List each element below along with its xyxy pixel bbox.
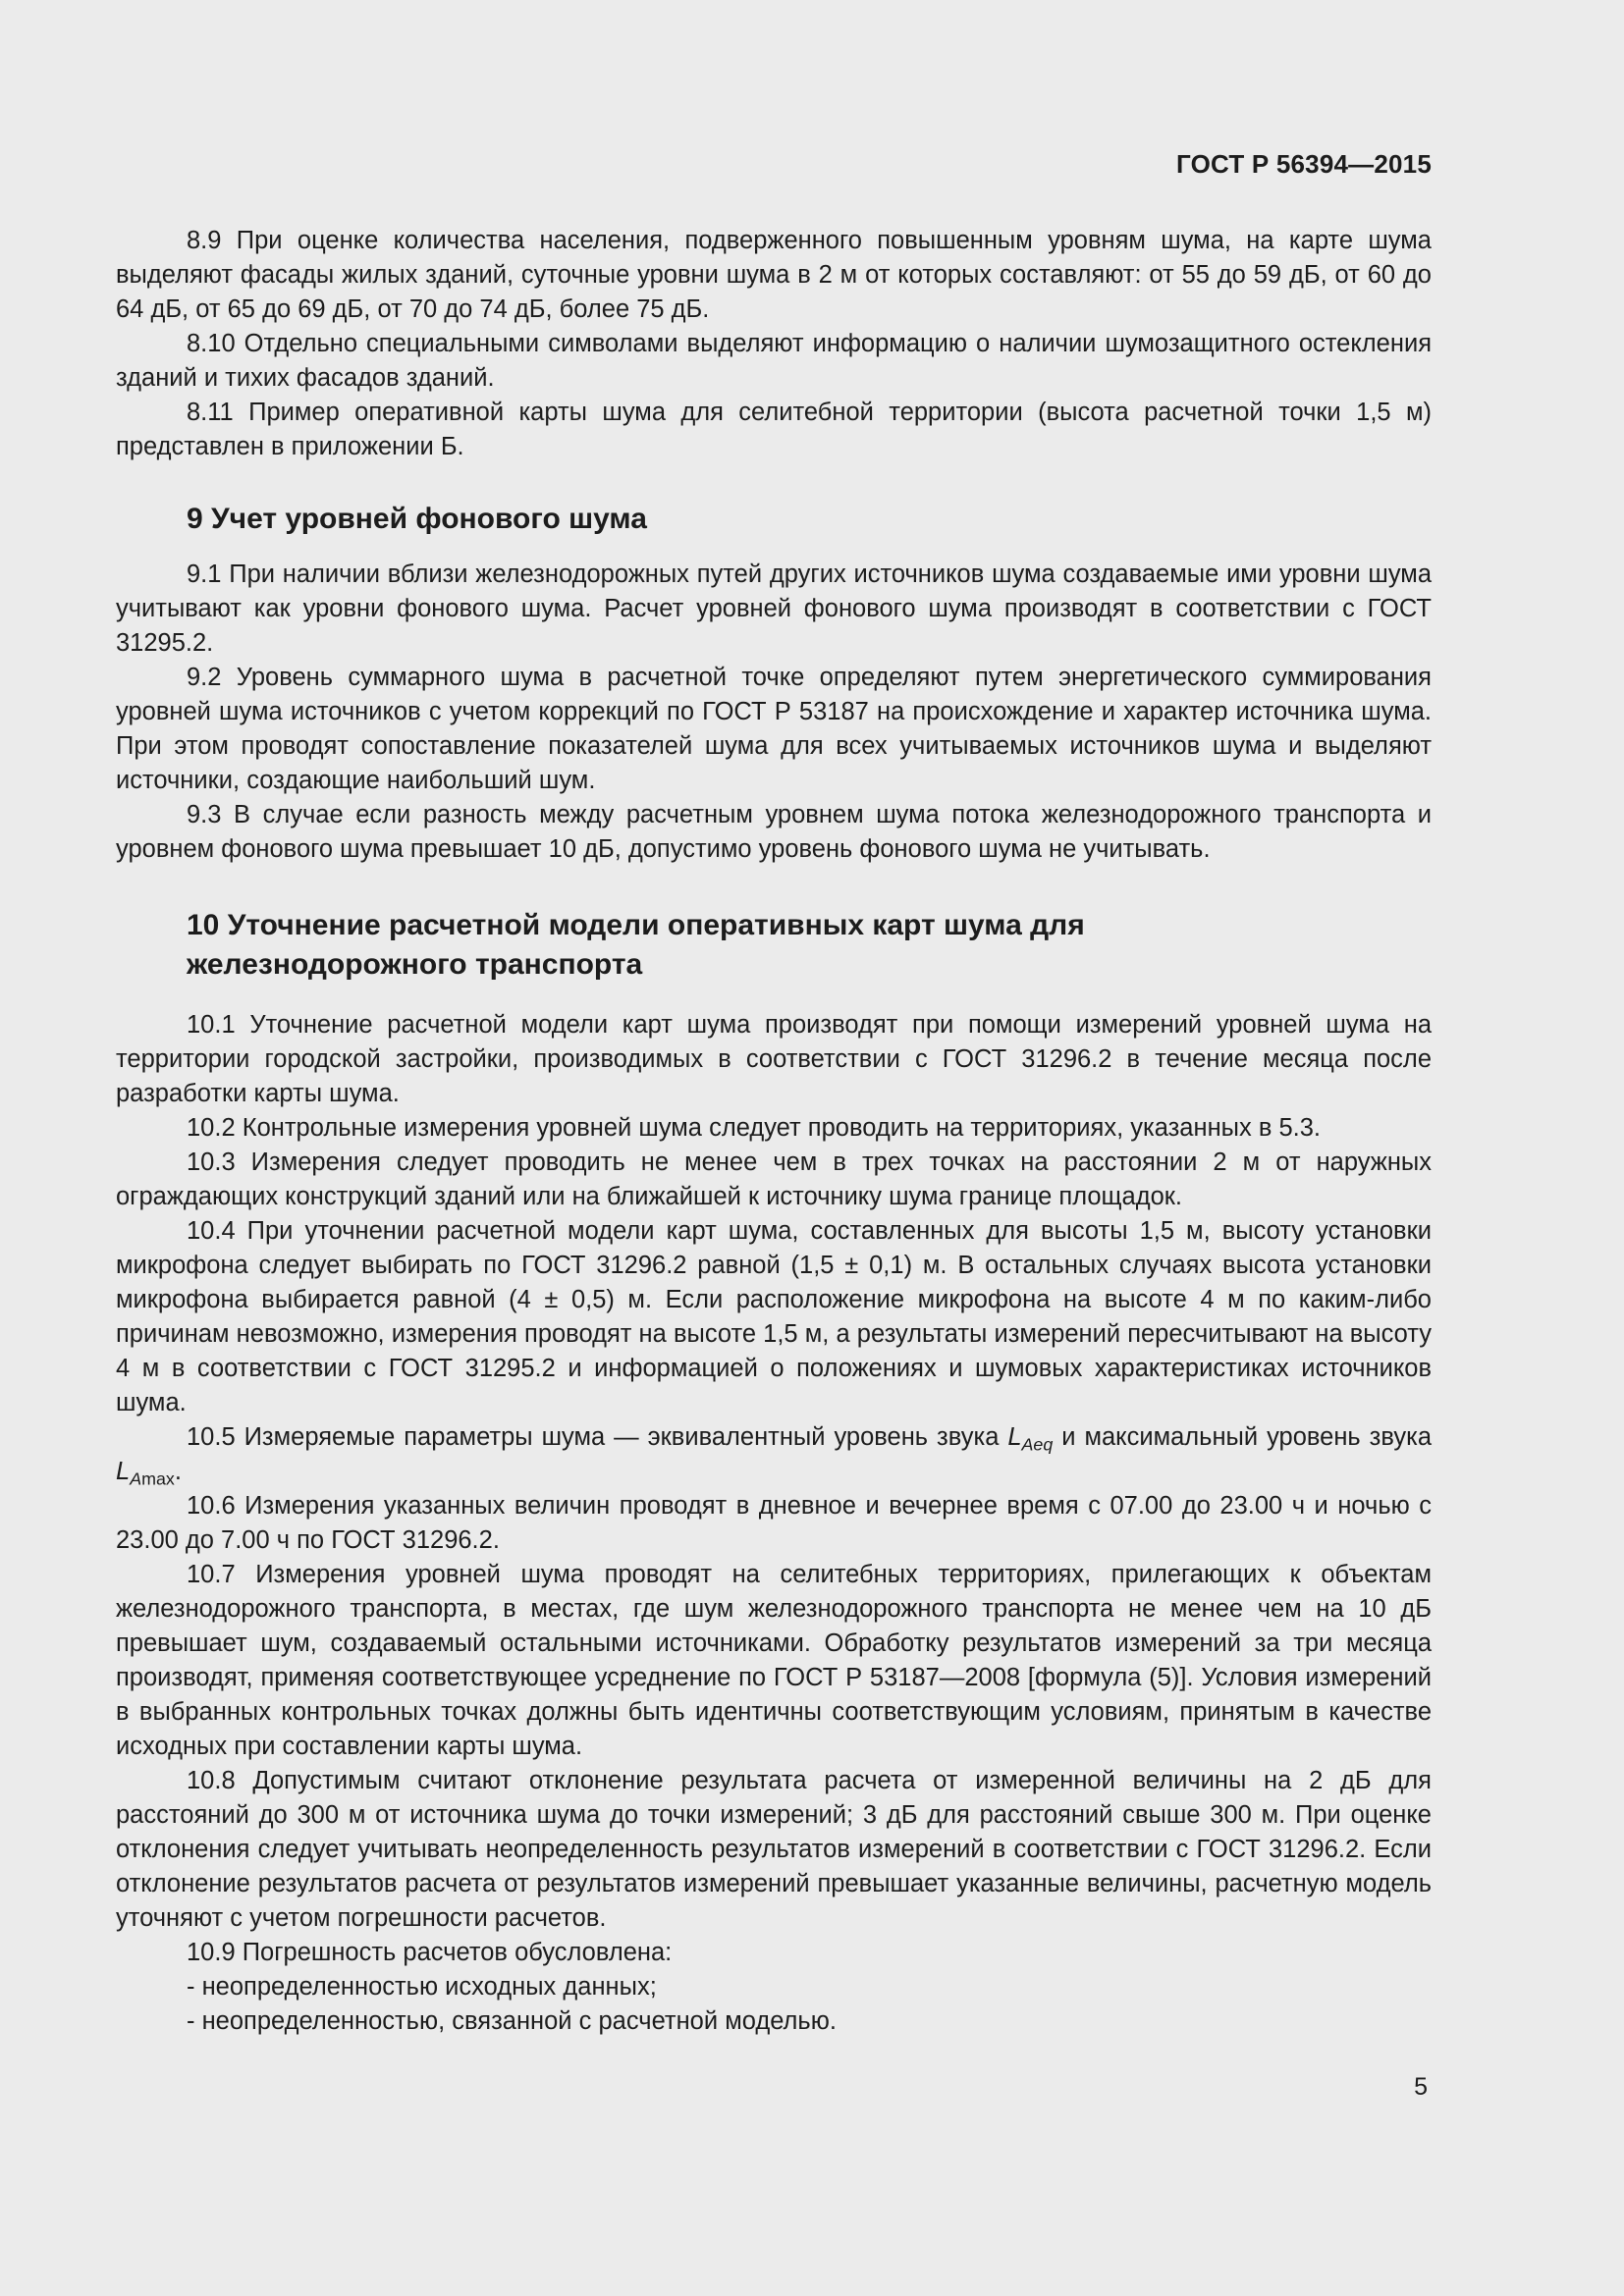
subscript-aeq: Aeq xyxy=(1021,1434,1054,1455)
paragraph-10-5-text-b: и максимальный уровень звука xyxy=(1053,1423,1433,1451)
list-item: - неопределенностью исходных данных; xyxy=(187,1973,657,2001)
document-page xyxy=(116,0,1432,2296)
symbol-l-aeq xyxy=(1007,1423,1054,1455)
section-9-title: 9 Учет уровней фонового шума xyxy=(187,503,647,535)
symbol-l: L xyxy=(116,1458,131,1485)
paragraph-10-9: 10.9 Погрешность расчетов обусловлена: xyxy=(187,1939,673,1966)
symbol-l-amax xyxy=(116,1458,175,1489)
section-10-title-line2: железнодорожного транспорта xyxy=(187,948,643,981)
list-item: - неопределенностью, связанной с расчетной моделью. xyxy=(187,2007,837,2035)
paragraph-10-7: 10.7 Измерения уровней шума проводят на селитебных территориях, прилегающих к объектам железнодорожного транспорта, в местах, где шум железнодорожного транспорта не менее чем на 10 дБ превышает шум, создаваемый остальными источниками. Обработку результатов измерений за три месяца производят, применяя соответствующее усреднение по ГОСТ Р 53187—2008 [формула (5)]. Условия измерений в выбранных контрольных точках должны быть идентичны соответствующим условиям, принятым в качестве исходных при составлении карты шума. xyxy=(116,1561,1432,1760)
paragraph-10-5-text-a: 10.5 Измеряемые параметры шума — эквивалентный уровень звука xyxy=(187,1423,1008,1451)
paragraph-9-2: 9.2 Уровень суммарного шума в расчетной точке определяют путем энергетического суммирования уровней шума источников с учетом коррекций по ГОСТ Р 53187 на происхождение и характер источника шума. При этом проводят сопоставление показателей шума для всех учитываемых источников шума и выделяют источники, создающие наибольший шум. xyxy=(116,664,1432,794)
paragraph-10-5-text-c: . xyxy=(174,1458,182,1485)
paragraph-10-2: 10.2 Контрольные измерения уровней шума следует проводить на территориях, указанных в 5.3. xyxy=(187,1114,1321,1142)
subscript-a: A xyxy=(130,1468,142,1489)
paragraph-8-11: 8.11 Пример оперативной карты шума для селитебной территории (высота расчетной точки 1,5 м) представлен в приложении Б. xyxy=(116,399,1432,460)
document-body xyxy=(116,224,1432,2039)
paragraph-8-10: 8.10 Отдельно специальными символами выделяют информацию о наличии шумозащитного остекления зданий и тихих фасадов зданий. xyxy=(116,330,1432,392)
document-header: ГОСТ Р 56394—2015 xyxy=(1176,149,1432,179)
paragraph-10-5 xyxy=(116,1420,1432,1489)
paragraph-10-1: 10.1 Уточнение расчетной модели карт шума производят при помощи измерений уровней шума на территории городской застройки, производимых в соответствии с ГОСТ 31296.2 в течение месяца после разработки карты шума. xyxy=(116,1011,1432,1107)
paragraph-10-6: 10.6 Измерения указанных величин проводят в дневное и вечернее время с 07.00 до 23.00 ч и ночью с 23.00 до 7.00 ч по ГОСТ 31296.2. xyxy=(116,1492,1432,1554)
page-number: 5 xyxy=(1414,2073,1428,2101)
paragraph-9-1: 9.1 При наличии вблизи железнодорожных путей других источников шума создаваемые ими уровни шума учитывают как уровни фонового шума. Расчет уровней фонового шума производят в соответствии с ГОСТ 31295.2. xyxy=(116,561,1432,657)
subscript-max: max xyxy=(141,1468,175,1489)
subscript-amax xyxy=(130,1468,175,1488)
paragraph-8-9: 8.9 При оценке количества населения, подверженного повышенным уровням шума, на карте шума выделяют фасады жилых зданий, суточные уровни шума в 2 м от которых составляют: от 55 до 59 дБ, от 60 до 64 дБ, от 65 до 69 дБ, от 70 до 74 дБ, более 75 дБ. xyxy=(116,227,1432,323)
paragraph-10-8: 10.8 Допустимым считают отклонение результата расчета от измеренной величины на 2 дБ для расстояний до 300 м от источника шума до точки измерений; 3 дБ для расстояний свыше 300 м. При оценке отклонения следует учитывать неопределенность результатов измерений в соответствии с ГОСТ 31296.2. Если отклонение результатов расчета от результатов измерений превышает указанные величины, расчетную модель уточняют с учетом погрешности расчетов. xyxy=(116,1767,1432,1932)
paragraph-10-3: 10.3 Измерения следует проводить не менее чем в трех точках на расстоянии 2 м от наружных ограждающих конструкций зданий или на ближайшей к источнику шума границе площадок. xyxy=(116,1148,1432,1210)
paragraph-10-4: 10.4 При уточнении расчетной модели карт шума, составленных для высоты 1,5 м, высоту установки микрофона следует выбирать по ГОСТ 31296.2 равной (1,5 ± 0,1) м. В остальных случаях высота установки микрофона выбирается равной (4 ± 0,5) м. Если расположение микрофона на высоте 4 м по каким-либо причинам невозможно, измерения проводят на высоте 1,5 м, а результаты измерений пересчитывают на высоту 4 м в соответствии с ГОСТ 31295.2 и информацией о положениях и шумовых характеристиках источников шума. xyxy=(116,1217,1432,1416)
paragraph-9-3: 9.3 В случае если разность между расчетным уровнем шума потока железнодорожного транспорта и уровнем фонового шума превышает 10 дБ, допустимо уровень фонового шума не учитывать. xyxy=(116,801,1432,863)
section-10-title-line1: 10 Уточнение расчетной модели оперативных карт шума для xyxy=(187,909,1085,941)
section-10-title xyxy=(116,906,1432,985)
symbol-l: L xyxy=(1007,1423,1022,1451)
